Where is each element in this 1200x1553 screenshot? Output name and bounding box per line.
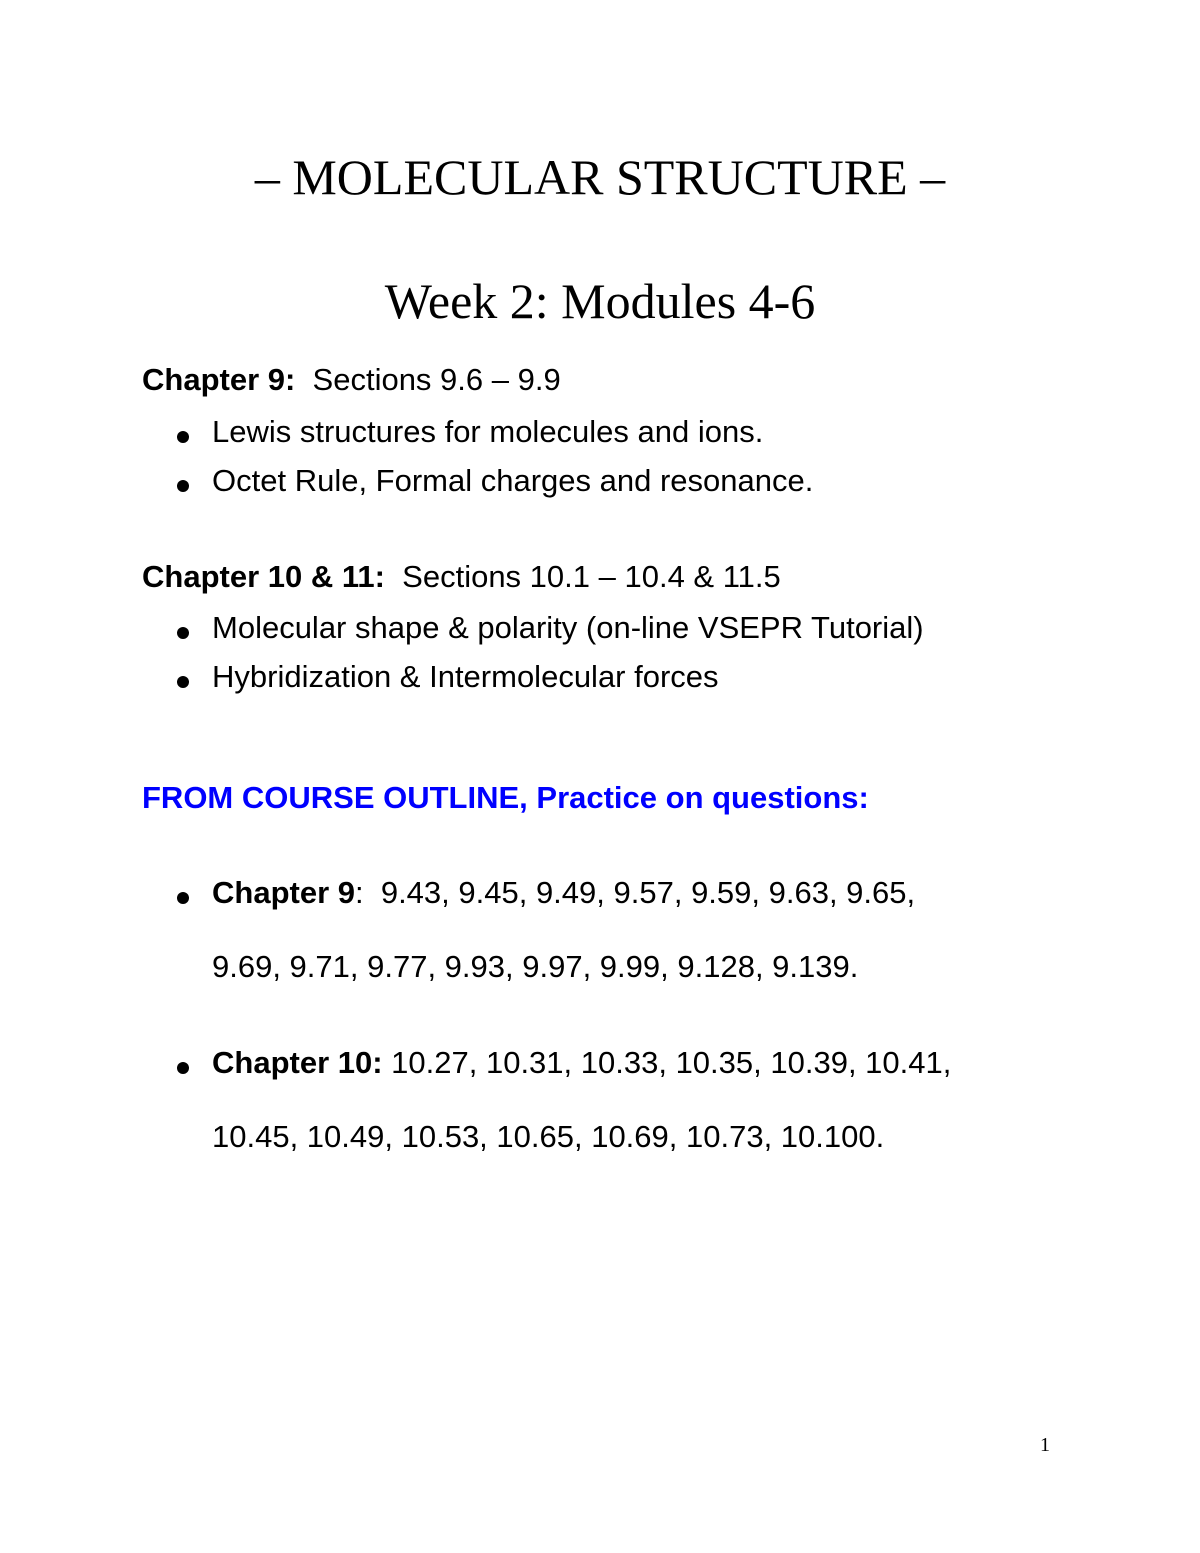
- practice-item-continuation: 10.45, 10.49, 10.53, 10.65, 10.69, 10.73, 10.100.: [212, 1119, 885, 1154]
- practice-heading: FROM COURSE OUTLINE, Practice on questions:: [142, 780, 869, 815]
- bullet-icon: [177, 676, 189, 688]
- bullet-icon: [177, 892, 189, 904]
- bullet-icon: [177, 627, 189, 639]
- list-item: Molecular shape & polarity (on-line VSEPR Tutorial): [212, 610, 924, 645]
- section-heading-text: Sections 9.6 – 9.9: [295, 362, 561, 397]
- section-heading-label: Chapter 10 & 11:: [142, 559, 385, 594]
- practice-item-continuation: 9.69, 9.71, 9.77, 9.93, 9.97, 9.99, 9.128, 9.139.: [212, 949, 859, 984]
- section-heading-chapter-9: [142, 358, 561, 402]
- section-heading-text: Sections 10.1 – 10.4 & 11.5: [384, 559, 781, 594]
- practice-item-text: 10.27, 10.31, 10.33, 10.35, 10.39, 10.41,: [382, 1045, 952, 1080]
- practice-item-text: : 9.43, 9.45, 9.49, 9.57, 9.59, 9.63, 9.65,: [354, 875, 916, 910]
- list-item: Octet Rule, Formal charges and resonance.: [212, 463, 814, 498]
- page-title: – MOLECULAR STRUCTURE –: [254, 149, 946, 205]
- practice-item-label: Chapter 10:: [212, 1045, 383, 1080]
- bullet-icon: [177, 431, 189, 443]
- practice-item-label: Chapter 9: [212, 875, 355, 910]
- list-item: Hybridization & Intermolecular forces: [212, 659, 719, 694]
- bullet-icon: [177, 1062, 189, 1074]
- bullet-icon: [177, 480, 189, 492]
- list-item: Lewis structures for molecules and ions.: [212, 414, 764, 449]
- practice-item-chapter-10: [212, 1041, 951, 1085]
- page-subtitle: Week 2: Modules 4-6: [384, 273, 816, 329]
- practice-item-chapter-9: [212, 871, 915, 915]
- page-number: 1: [1040, 1434, 1050, 1456]
- section-heading-chapter-10-11: [142, 555, 781, 599]
- section-heading-label: Chapter 9:: [142, 362, 296, 397]
